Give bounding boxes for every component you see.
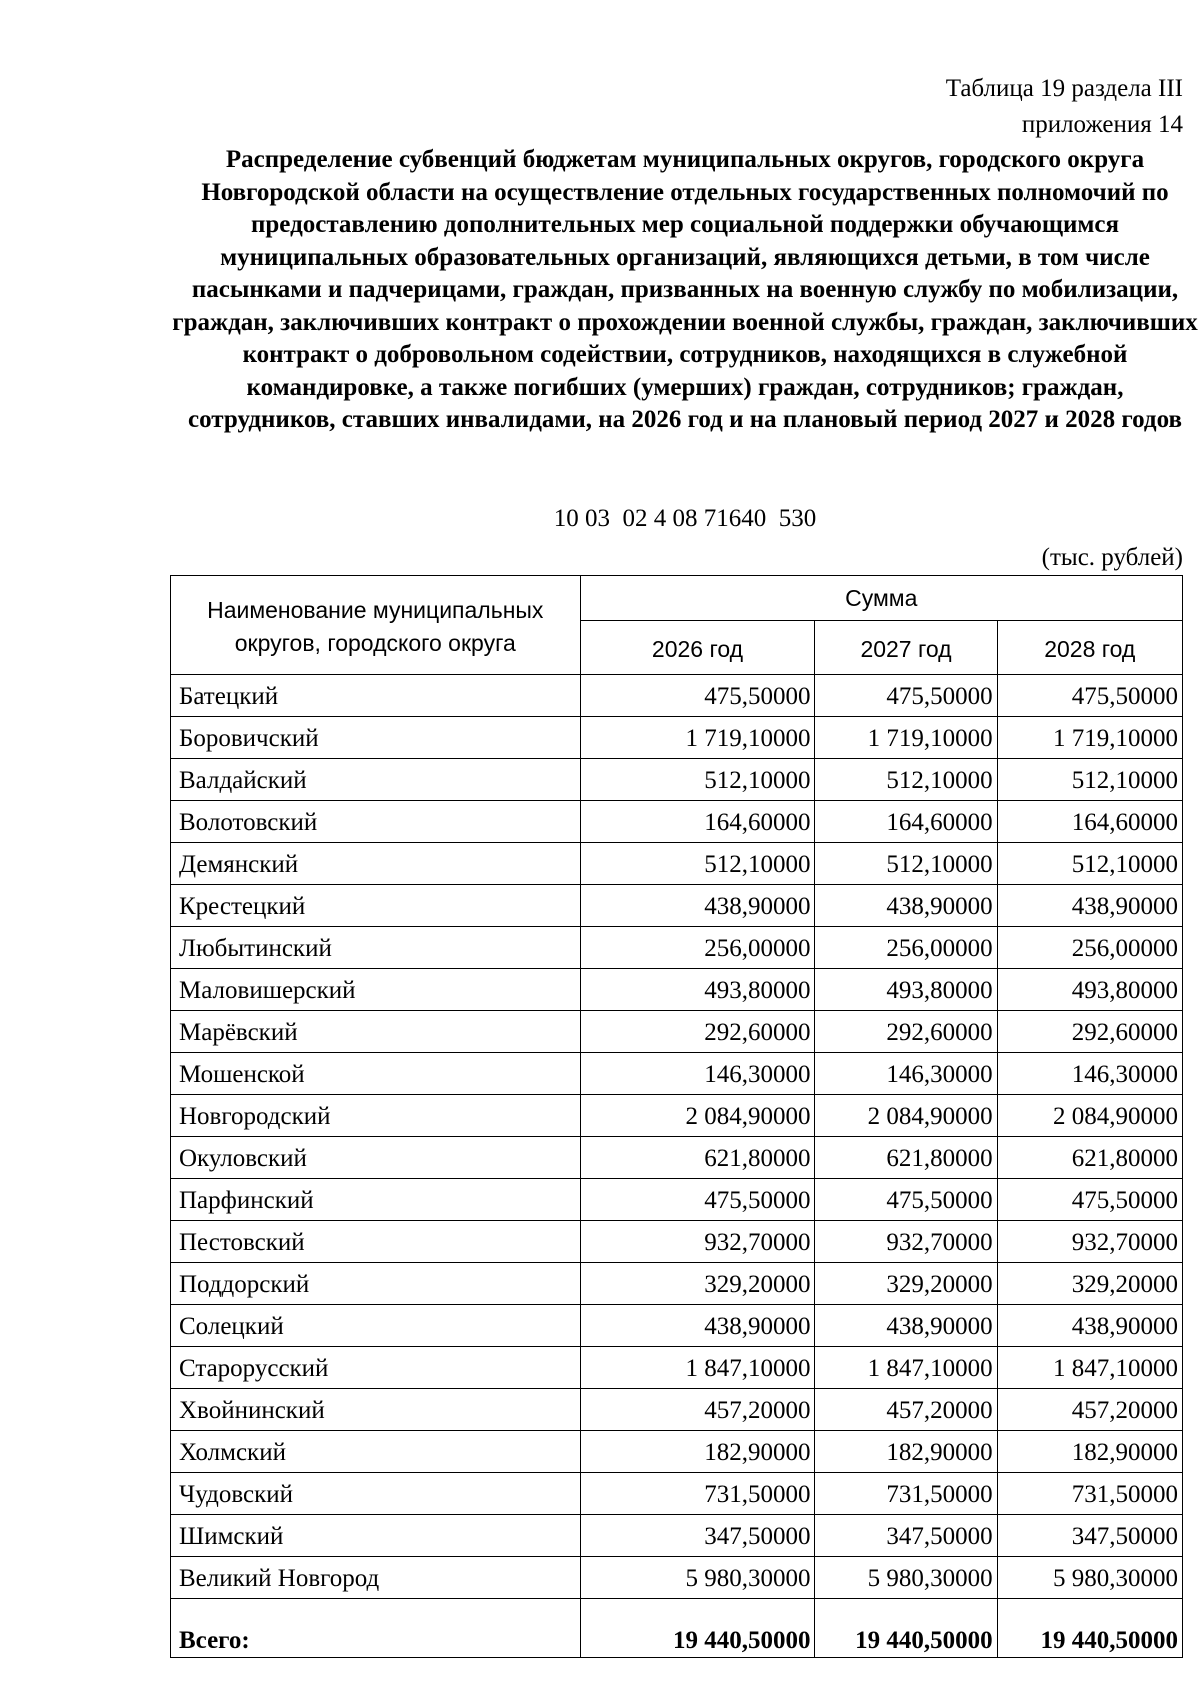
table-row: [171, 1263, 1183, 1305]
municipality-name-cell: Старорусский: [171, 1347, 581, 1389]
table-row: [171, 885, 1183, 927]
value-2027-cell: 5 980,30000: [815, 1557, 997, 1599]
table-row: [171, 1305, 1183, 1347]
table-reference-line-2: приложения 14: [1021, 111, 1183, 138]
municipality-name-cell: Валдайский: [171, 759, 581, 801]
value-2028-cell: 164,60000: [997, 801, 1182, 843]
value-2026-cell: 292,60000: [580, 1011, 815, 1053]
value-2026-cell: 329,20000: [580, 1263, 815, 1305]
municipality-name-cell: Пестовский: [171, 1221, 581, 1263]
municipality-name-cell: Хвойнинский: [171, 1389, 581, 1431]
value-2026-cell: 182,90000: [580, 1431, 815, 1473]
municipality-name-cell: Маловишерский: [171, 969, 581, 1011]
value-2028-cell: 475,50000: [997, 675, 1182, 717]
value-2027-cell: 438,90000: [815, 1305, 997, 1347]
value-2027-cell: 731,50000: [815, 1473, 997, 1515]
municipality-name-cell: Любытинский: [171, 927, 581, 969]
value-2028-cell: 182,90000: [997, 1431, 1182, 1473]
value-2027-cell: 475,50000: [815, 1179, 997, 1221]
municipality-name-cell: Крестецкий: [171, 885, 581, 927]
value-2027-cell: 493,80000: [815, 969, 997, 1011]
table-row: [171, 1095, 1183, 1137]
value-2026-cell: 1 719,10000: [580, 717, 815, 759]
value-2028-cell: 347,50000: [997, 1515, 1182, 1557]
total-row: [171, 1599, 1183, 1658]
value-2026-cell: 2 084,90000: [580, 1095, 815, 1137]
table-row: [171, 1053, 1183, 1095]
value-2026-cell: 475,50000: [580, 675, 815, 717]
value-2028-cell: 621,80000: [997, 1137, 1182, 1179]
value-2026-cell: 493,80000: [580, 969, 815, 1011]
budget-classification-code: 10 03 02 4 08 71640 530: [553, 505, 817, 532]
value-2028-cell: 493,80000: [997, 969, 1182, 1011]
municipality-name-cell: Шимский: [171, 1515, 581, 1557]
table-row: [171, 759, 1183, 801]
municipality-name-cell: Солецкий: [171, 1305, 581, 1347]
value-2028-cell: 146,30000: [997, 1053, 1182, 1095]
value-2026-cell: 512,10000: [580, 843, 815, 885]
value-2028-cell: 1 847,10000: [997, 1347, 1182, 1389]
municipality-name-cell: Демянский: [171, 843, 581, 885]
value-2028-cell: 932,70000: [997, 1221, 1182, 1263]
sum-column-header: Сумма: [580, 576, 1182, 621]
value-2026-cell: 512,10000: [580, 759, 815, 801]
municipality-name-cell: Волотовский: [171, 801, 581, 843]
municipality-name-cell: Парфинский: [171, 1179, 581, 1221]
value-2027-cell: 512,10000: [815, 843, 997, 885]
table-row: [171, 1431, 1183, 1473]
total-2026: 19 440,50000: [580, 1599, 815, 1658]
value-2026-cell: 932,70000: [580, 1221, 815, 1263]
total-2027: 19 440,50000: [815, 1599, 997, 1658]
municipality-name-cell: Великий Новгород: [171, 1557, 581, 1599]
value-2026-cell: 731,50000: [580, 1473, 815, 1515]
value-2027-cell: 164,60000: [815, 801, 997, 843]
distribution-table: [170, 575, 1183, 1658]
value-2026-cell: 457,20000: [580, 1389, 815, 1431]
value-2028-cell: 438,90000: [997, 1305, 1182, 1347]
table-row: [171, 801, 1183, 843]
value-2027-cell: 182,90000: [815, 1431, 997, 1473]
table-row: [171, 675, 1183, 717]
value-2026-cell: 5 980,30000: [580, 1557, 815, 1599]
value-2027-cell: 292,60000: [815, 1011, 997, 1053]
municipality-name-cell: Мошенской: [171, 1053, 581, 1095]
municipality-name-cell: Новгородский: [171, 1095, 581, 1137]
value-2026-cell: 347,50000: [580, 1515, 815, 1557]
total-2028: 19 440,50000: [997, 1599, 1182, 1658]
table-row: [171, 1221, 1183, 1263]
municipality-name-cell: Батецкий: [171, 675, 581, 717]
value-2028-cell: 438,90000: [997, 885, 1182, 927]
value-2028-cell: 457,20000: [997, 1389, 1182, 1431]
value-2028-cell: 5 980,30000: [997, 1557, 1182, 1599]
municipality-name-cell: Окуловский: [171, 1137, 581, 1179]
value-2027-cell: 2 084,90000: [815, 1095, 997, 1137]
table-row: [171, 717, 1183, 759]
year-header-2028: 2028 год: [997, 621, 1182, 675]
table-reference-line-1: Таблица 19 раздела III: [945, 75, 1183, 102]
value-2028-cell: 256,00000: [997, 927, 1182, 969]
value-2028-cell: 512,10000: [997, 843, 1182, 885]
value-2027-cell: 475,50000: [815, 675, 997, 717]
value-2026-cell: 438,90000: [580, 1305, 815, 1347]
table-row: [171, 1137, 1183, 1179]
table-row: [171, 1011, 1183, 1053]
table-row: [171, 843, 1183, 885]
table-row: [171, 1179, 1183, 1221]
table-row: [171, 1389, 1183, 1431]
value-2028-cell: 475,50000: [997, 1179, 1182, 1221]
value-2027-cell: 457,20000: [815, 1389, 997, 1431]
value-2027-cell: 146,30000: [815, 1053, 997, 1095]
municipality-name-cell: Чудовский: [171, 1473, 581, 1515]
value-2027-cell: 512,10000: [815, 759, 997, 801]
table-row: [171, 1347, 1183, 1389]
table-row: [171, 1515, 1183, 1557]
value-2028-cell: 292,60000: [997, 1011, 1182, 1053]
year-header-2027: 2027 год: [815, 621, 997, 675]
municipality-name-cell: Поддорский: [171, 1263, 581, 1305]
value-2026-cell: 438,90000: [580, 885, 815, 927]
value-2026-cell: 1 847,10000: [580, 1347, 815, 1389]
municipality-name-cell: Марёвский: [171, 1011, 581, 1053]
units-label: (тыс. рублей): [1041, 544, 1183, 571]
municipality-name-cell: Боровичский: [171, 717, 581, 759]
value-2027-cell: 621,80000: [815, 1137, 997, 1179]
value-2026-cell: 475,50000: [580, 1179, 815, 1221]
table-header-row: [171, 576, 1183, 621]
value-2028-cell: 731,50000: [997, 1473, 1182, 1515]
year-header-2026: 2026 год: [580, 621, 815, 675]
value-2026-cell: 146,30000: [580, 1053, 815, 1095]
table-row: [171, 1473, 1183, 1515]
municipality-name-cell: Холмский: [171, 1431, 581, 1473]
value-2026-cell: 164,60000: [580, 801, 815, 843]
value-2028-cell: 2 084,90000: [997, 1095, 1182, 1137]
table-row: [171, 927, 1183, 969]
value-2027-cell: 438,90000: [815, 885, 997, 927]
value-2028-cell: 329,20000: [997, 1263, 1182, 1305]
value-2027-cell: 932,70000: [815, 1221, 997, 1263]
value-2026-cell: 621,80000: [580, 1137, 815, 1179]
value-2027-cell: 329,20000: [815, 1263, 997, 1305]
name-column-header: Наименование муниципальных округов, городского округа: [171, 576, 581, 675]
document-title: Распределение субвенций бюджетам муниципальных округов, городского округа Новгородской области на осуществление отдельных государственных полномочий по предоставлению дополнительных мер социальной поддержки обучающимся муниципальных образовательных организаций, являющихся детьми, в том числе пасынками и падчерицами, граждан, призванных на военную службу по мобилизации, граждан, заключивших контракт о прохождении военной службы, граждан, заключивших контракт о добровольном содействии, сотрудников, находящихся в служебной командировке, а также погибших (умерших) граждан, сотрудников; граждан, сотрудников, ставших инвалидами, на 2026 год и на плановый период 2027 и 2028 годов: [172, 146, 1198, 433]
value-2028-cell: 512,10000: [997, 759, 1182, 801]
value-2027-cell: 1 847,10000: [815, 1347, 997, 1389]
value-2026-cell: 256,00000: [580, 927, 815, 969]
value-2027-cell: 256,00000: [815, 927, 997, 969]
value-2027-cell: 1 719,10000: [815, 717, 997, 759]
value-2028-cell: 1 719,10000: [997, 717, 1182, 759]
value-2027-cell: 347,50000: [815, 1515, 997, 1557]
table-row: [171, 969, 1183, 1011]
table-row: [171, 1557, 1183, 1599]
total-label: Всего:: [171, 1599, 581, 1658]
table-body: [171, 675, 1183, 1599]
